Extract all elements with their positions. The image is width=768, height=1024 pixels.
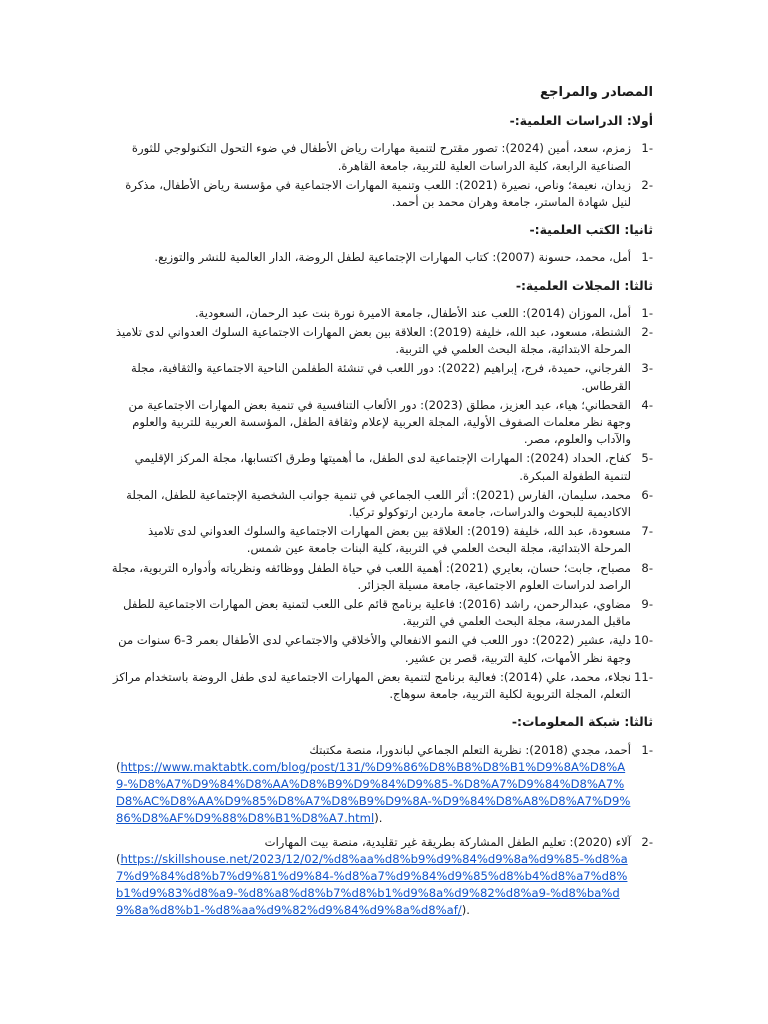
reference-text: مصباح، جابت؛ حسان، بعايري (2021): أهمية اللعب في حياة الطفل ووظائفه ونظرياته وأدواره التربوية، مجلة الراصد لدراسات العلوم الاجتماعية، جامعة مسيلة الجزائر. [111, 560, 631, 592]
item-number: -1 [641, 141, 653, 156]
item-number: -5 [641, 451, 653, 466]
studies-list [108, 140, 653, 211]
item-number: -8 [641, 560, 653, 575]
close-paren: ). [374, 811, 383, 826]
reference-text: كفاح، الحداد (2024): المهارات الإجتماعية لدى الطفل، ما أهميتها وطرق اكتسابها، مجلة المركز الإقليمي لتنمية الطفولة المبكرة. [134, 451, 631, 483]
reference-text: زيدان، نعيمة؛ وناص، نصيرة (2021): اللعب وتنمية المهارات الاجتماعية في مؤسسة رياض الأطفال، مذكرة لنيل شهادة الماستر، جامعة وهران محمد بن أحمد. [125, 177, 631, 210]
section-heading-journals: ثالثا: المجلات العلمية:- [515, 277, 653, 293]
journals-list [108, 305, 653, 703]
item-number: -2 [641, 325, 653, 340]
item-number: -2 [641, 177, 653, 192]
list-item [108, 487, 653, 521]
reference-text: زمزم، سعد، أمين (2024): تصور مقترح لتنمية مهارات رياض الأطفال في ضوء التحول التكنولوجي للثورة الصناعية الرابعة، كلية الدراسات العلية للتربية، جامعة القاهرة. [131, 141, 631, 173]
list-item [108, 140, 653, 174]
item-number: -10 [634, 633, 653, 648]
reference-text: أمل، محمد، حسونة (2007): كتاب المهارات الإجتماعية لطفل الروضة، الدار العالمية للنشر والتوزيع. [154, 250, 631, 265]
item-number: -11 [634, 669, 653, 684]
item-number: -1 [641, 305, 653, 320]
reference-link[interactable]: https://skillshouse.net/2023/12/02/%d8%aa%d8%b9%d9%84%d9%8a%d9%85-%d8%a7%d9%84%d8%b7%d9%81%d9%84-%d8%a7%d9%84%d9%85%d8%b4%d8%a7%d8%b1%d9%83%d8%a9-%d8%a8%d8%b7%d8%b1%d9%8a%d9%82%d8%a9-%d8%ba%d9%8a%d8%b1-%d8%aa%d9%82%d9%84%d9%8a%d8%af/ [116, 851, 628, 918]
books-list [108, 249, 653, 266]
reference-text: آلاء (2020): تعليم الطفل المشاركة بطريقة غير تقليدية، منصة بيت المهارات [264, 834, 631, 849]
reference-text: القحطاني؛ هياء، عبد العزيز، مطلق (2023): دور الألعاب التنافسية في تنمية بعض المهارات الاجتماعية من وجهة نظر معلمات الصفوف الأولية، المجلة العربية لإعلام وثقافة الطفل، المؤسسة العربية للتربية والعلوم والآداب والعلوم، مصر. [128, 397, 631, 447]
list-item [108, 834, 653, 920]
item-number: -1 [641, 250, 653, 265]
reference-text: الفرجاني، حميدة، فرج، إبراهيم (2022): دور اللعب في تنشئة الطفلمن الناحية الاجتماعية والثقافية، مجلة القرطاس. [130, 361, 631, 393]
list-item [108, 742, 653, 828]
list-item [108, 450, 653, 484]
list-item [108, 523, 653, 557]
reference-text: الشنطة، مسعود، عبد الله، خليفة (2019): العلاقة بين بعض المهارات الاجتماعية السلوك العدواني لدى تلاميذ المرحلة الابتدائية، مجلة البحث العلمي في التربية. [115, 325, 631, 357]
reference-text: أحمد، مجدي (2018): نظرية التعلم الجماعي لباندورا، منصة مكتبتك [309, 742, 631, 757]
web-list [108, 742, 653, 920]
close-paren: ). [461, 903, 470, 918]
open-paren: ( [116, 759, 121, 774]
open-paren: ( [116, 851, 121, 866]
reference-text: مضاوي، عبدالرحمن، راشد (2016): فاعلية برنامج قائم على اللعب لتمنية بعض المهارات الاجتماعية للطفل ماقبل المدرسة، مجلة البحث العلمي في التربية. [123, 597, 631, 629]
references-content [108, 84, 653, 930]
list-item [108, 632, 653, 666]
reference-text: دلية، عشير (2022): دور اللعب في النمو الانفعالي والأخلاقي والاجتماعي لدى الأطفال بعمر 3-6 سنوات من وجهة نظر الأمهات، كلية التربية، قصر بن عشير. [118, 633, 631, 665]
list-item [108, 560, 653, 594]
list-item [108, 360, 653, 394]
url-block [108, 851, 631, 920]
reference-text: نجلاء، محمد، علي (2014): فعالية برنامج لتنمية بعض المهارات الاجتماعية لدى طفل الروضة باستخدام مراكز التعلم، المجلة التربوية لكلية التربية، جامعة سوهاج. [113, 669, 631, 702]
section-heading-studies: أولا: الدراسات العلمية:- [509, 113, 653, 129]
section-heading-books: ثانيا: الكتب العلمية:- [529, 222, 653, 238]
item-number: -2 [641, 834, 653, 849]
page-title: المصادر والمراجع [540, 85, 653, 100]
reference-text: أمل، الموزان (2014): اللعب عند الأطفال، جامعة الاميرة نورة بنت عبد الرحمان، السعودية. [194, 305, 631, 320]
url-block [108, 759, 631, 828]
reference-text: محمد، سليمان، الفارس (2021): أثر اللعب الجماعي في تنمية جوانب الشخصية الإجتماعية للطفل، المجلة الاكاديمية للبحوث والدراسات، جامعة ماردين ارتوكولو تركيا. [126, 487, 631, 520]
list-item [108, 177, 653, 211]
list-item [108, 249, 653, 266]
reference-link[interactable]: https://www.maktabtk.com/blog/post/131/%D9%86%D8%B8%D8%B1%D9%8A%D8%A9-%D8%A7%D9%84%D8%AA%D8%B9%D9%84%D9%85-%D8%A7%D9%84%D8%A7%D8%AC%D8%AA%D9%85%D8%A7%D8%B9%D9%8A-%D9%84%D8%A8%D8%A7%D9%86%D8%AF%D9%88%D8%B1%D8%A7.html [116, 759, 631, 826]
list-item [108, 669, 653, 703]
item-number: -4 [641, 397, 653, 412]
list-item [108, 305, 653, 322]
item-number: -6 [641, 487, 653, 502]
list-item [108, 324, 653, 358]
reference-text: مسعودة، عبد الله، خليفة (2019): العلاقة بين بعض المهارات الاجتماعية والسلوك العدواني لدى تلاميذ المرحلة الابتدائية، مجلة البحث العلمي في التربية، كلية البنات جامعة عين شمس. [147, 524, 631, 556]
section-heading-web: ثالثا: شبكة المعلومات:- [511, 714, 653, 730]
item-number: -1 [641, 742, 653, 757]
list-item [108, 397, 653, 449]
item-number: -9 [641, 597, 653, 612]
item-number: -7 [641, 524, 653, 539]
list-item [108, 596, 653, 630]
item-number: -3 [641, 361, 653, 376]
